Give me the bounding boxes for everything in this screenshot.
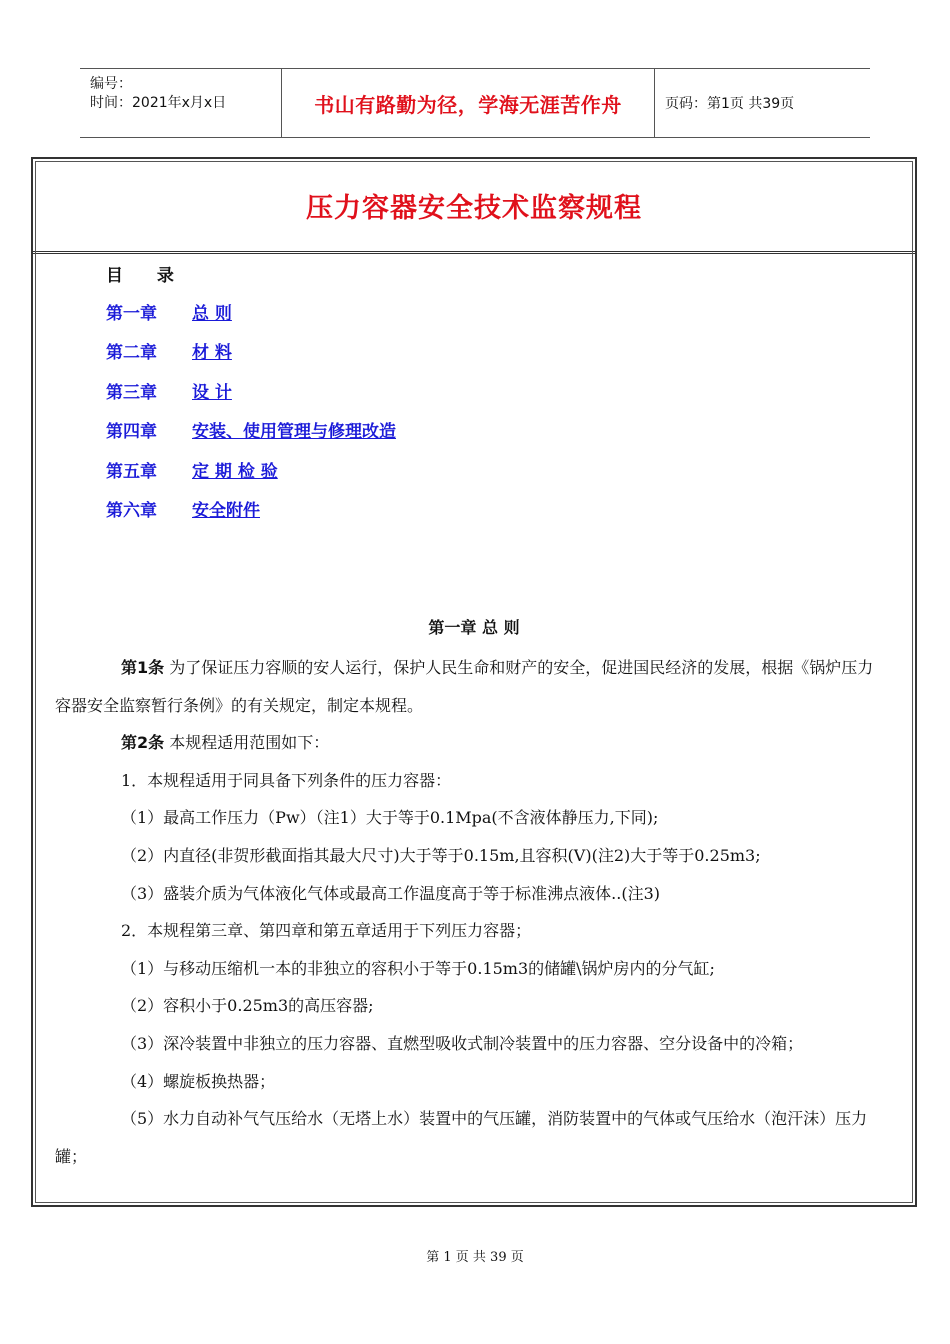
paragraph-2-item-1: （1）与移动压缩机一本的非独立的容积小于等于0.15m3的储罐\锅炉房内的分气缸; <box>121 958 715 978</box>
article-1-text: 为了保证压力容顺的安人运行，保护人民生命和财产的安全，促进国民经济的发展，根据《锅炉压力容器安全监察暂行条例》的有关规定，制定本规程。 <box>55 658 874 715</box>
page-footer: 第 1 页 共 39 页 <box>426 1250 524 1265</box>
article-2-label: 第2条 <box>121 733 165 753</box>
page-header <box>80 68 870 138</box>
table-of-contents <box>106 299 396 535</box>
toc-link-chapter-2[interactable]: 第二章 材 料 <box>106 343 232 364</box>
header-meta <box>80 69 282 137</box>
title-row <box>33 159 915 254</box>
paragraph-1-item-3: （3）盛装介质为气体液化气体或最高工作温度高于等于标准沸点液体..(注3) <box>121 883 661 903</box>
document-body <box>55 649 887 1175</box>
paragraph-2-item-2: （2）容积小于0.25m3的高压容器; <box>121 996 374 1016</box>
toc-heading: 目 录 <box>106 266 188 286</box>
article-2 <box>55 724 887 762</box>
document-frame <box>31 157 917 1207</box>
toc-link-chapter-4[interactable]: 第四章 安装、使用管理与修理改造 <box>106 422 396 443</box>
paragraph-2-item-5: （5）水力自动补气气压给水（无塔上水）装置中的气压罐，消防装置中的气体或气压给水（泡汗沫）压力罐； <box>55 1109 868 1166</box>
toc-link-chapter-5[interactable]: 第五章 定 期 检 验 <box>106 461 278 482</box>
chapter-heading: 第一章 总 则 <box>428 618 520 637</box>
paragraph-1-item-1: （1）最高工作压力（Pw）（注1）大于等于0.1Mpa(不含液体静压力,下同); <box>121 808 659 828</box>
paragraph-1: 1．本规程适用于同具备下列条件的压力容器： <box>121 770 452 790</box>
header-page-info: 页码：第1页 共39页 <box>665 96 795 112</box>
paragraph-2: 2．本规程第三章、第四章和第五章适用于下列压力容器； <box>121 921 532 941</box>
document-title: 压力容器安全技术监察规程 <box>306 192 642 224</box>
paragraph-2-item-3: （3）深冷装置中非独立的压力容器、直燃型吸收式制冷装置中的压力容器、空分设备中的冷箱； <box>121 1033 804 1053</box>
paragraph-1-item-2: （2）内直径(非贺形截面指其最大尺寸)大于等于0.15m,且容积(V)(注2)大于等于0.25m3; <box>121 845 761 865</box>
time-label: 时间：2021年x月x日 <box>90 95 227 111</box>
article-1-label: 第1条 <box>121 658 165 677</box>
number-label: 编号： <box>90 76 132 92</box>
toc-link-chapter-1[interactable]: 第一章 总 则 <box>106 304 232 324</box>
toc-link-chapter-6[interactable]: 第六章 安全附件 <box>106 500 260 521</box>
article-2-text: 本规程适用范围如下： <box>164 733 330 753</box>
paragraph-2-item-4: （4）螺旋板换热器； <box>121 1071 276 1091</box>
header-motto: 书山有路勤为径，学海无涯苦作舟 <box>282 69 655 137</box>
article-1 <box>55 649 887 724</box>
toc-link-chapter-3[interactable]: 第三章 设 计 <box>106 382 232 403</box>
